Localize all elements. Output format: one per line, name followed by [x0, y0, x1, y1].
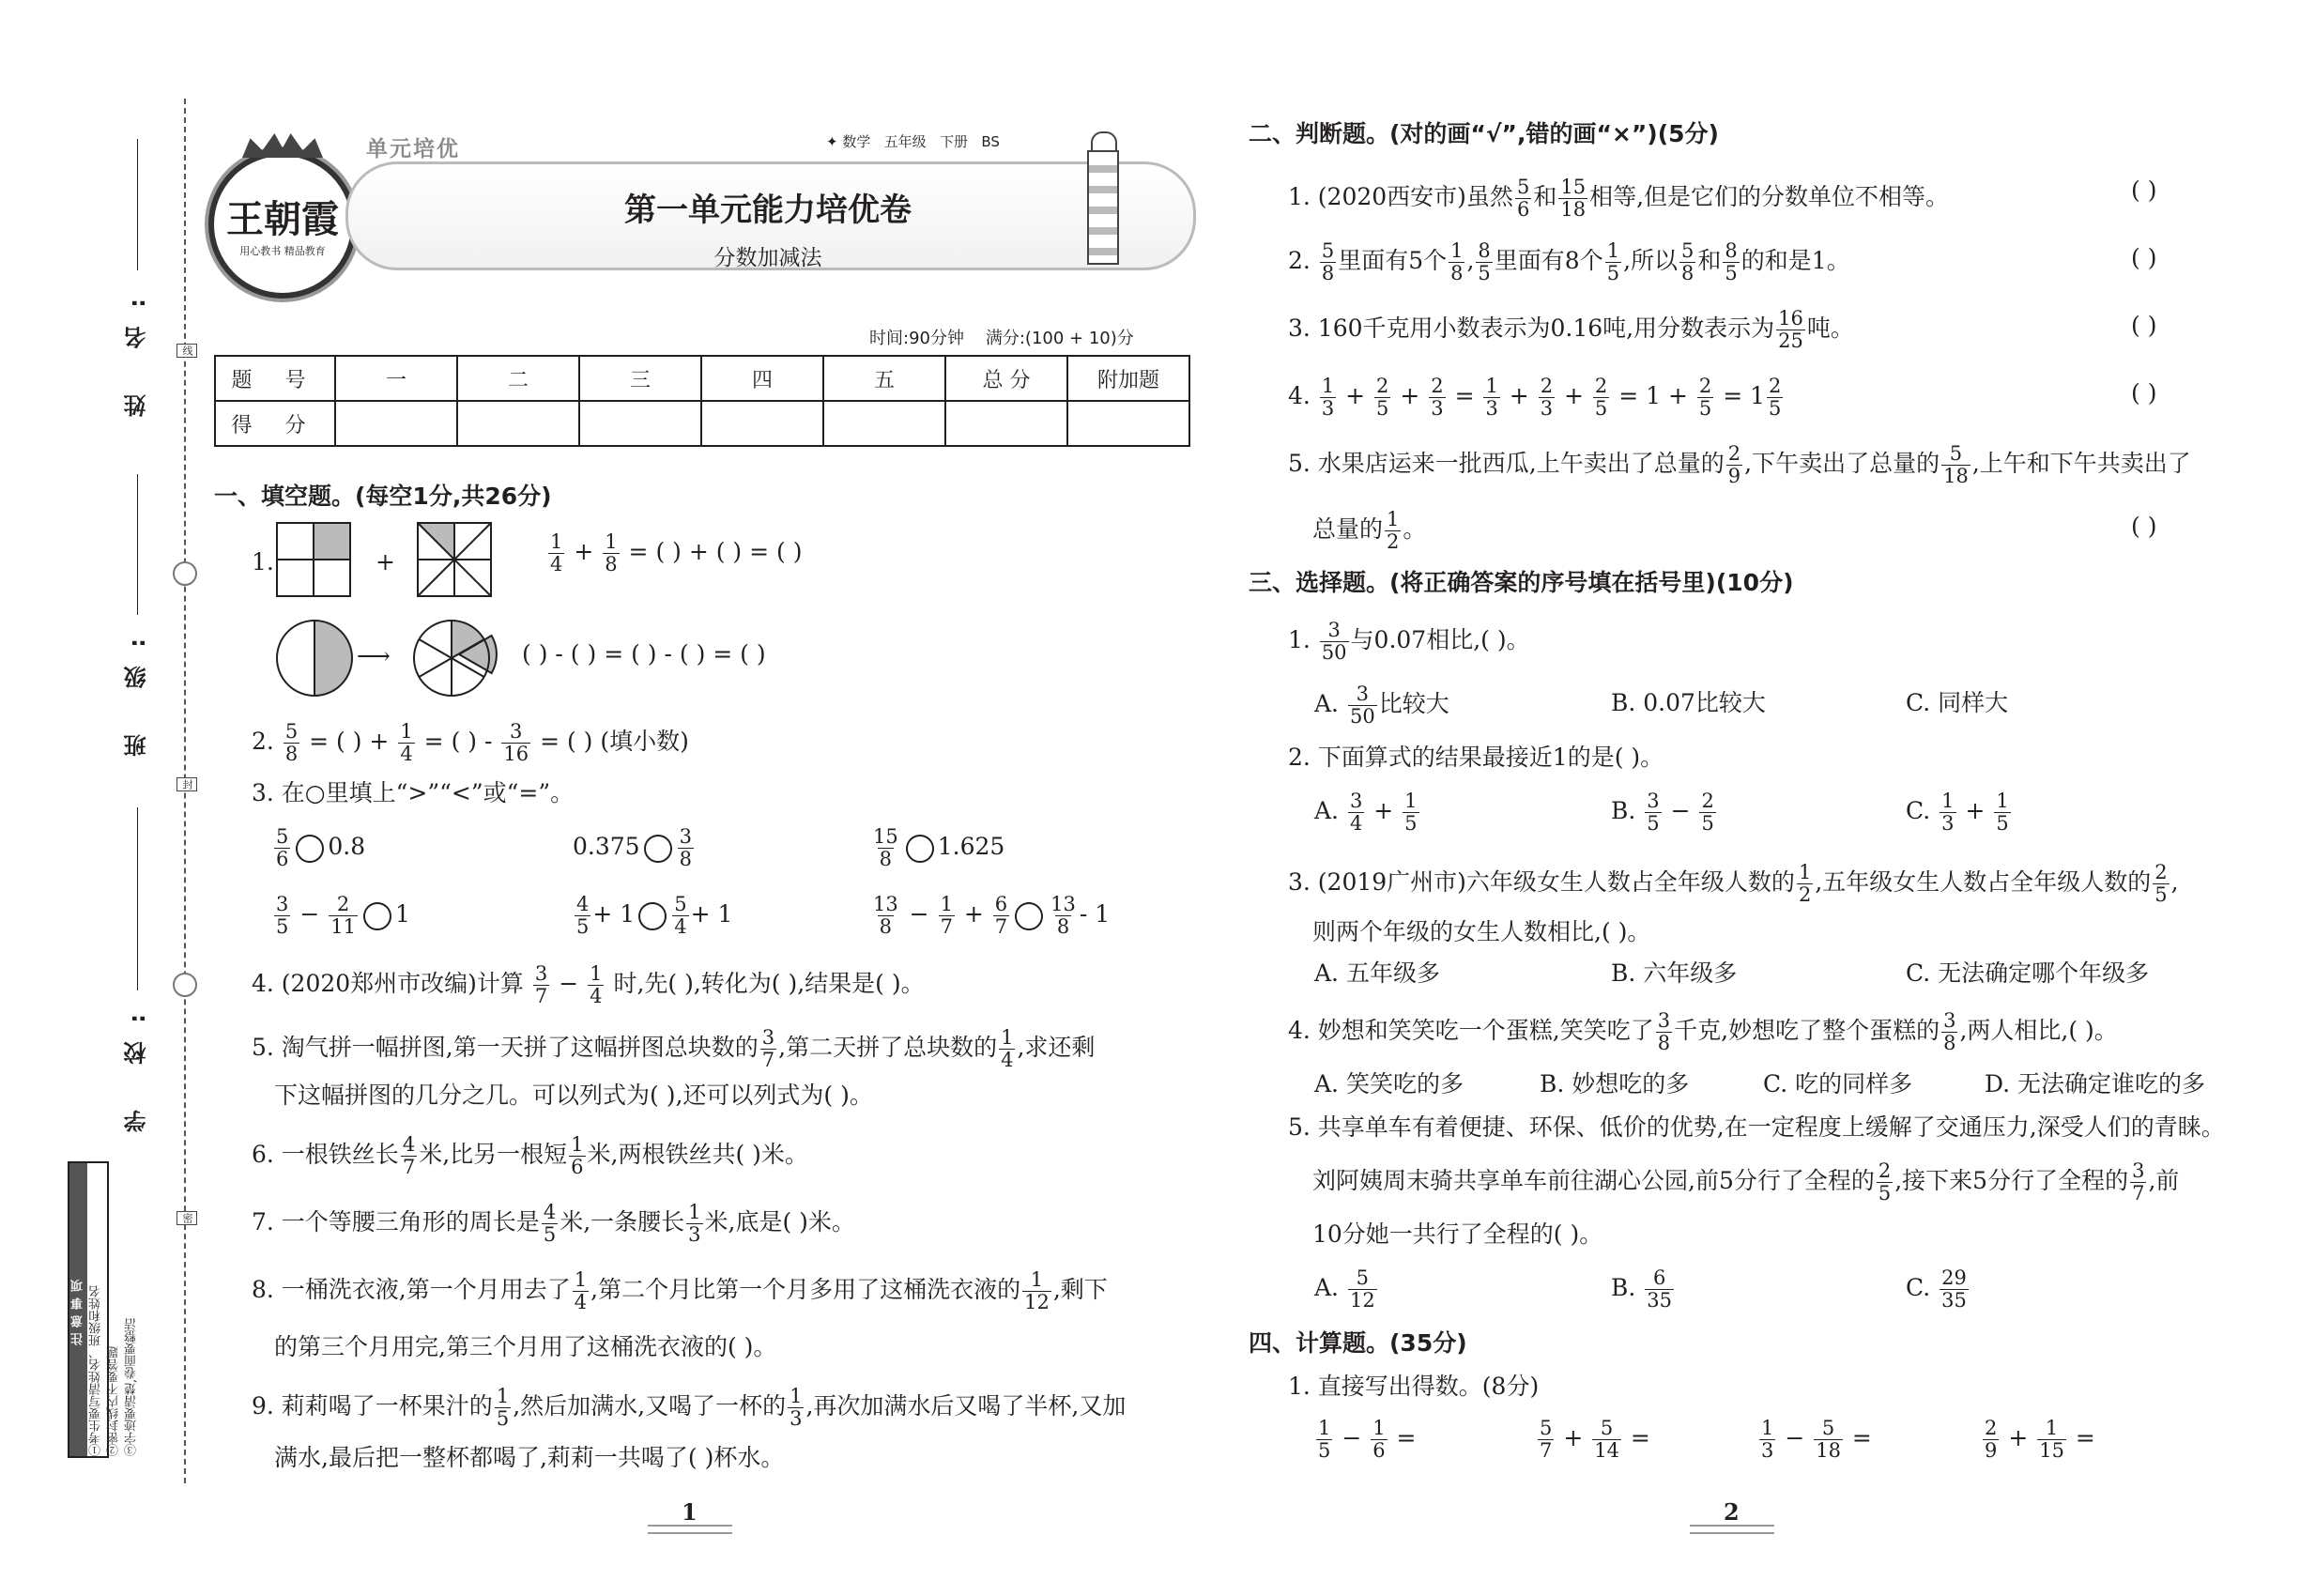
fraction: $\frac{3}{7}$: [761, 1026, 775, 1071]
score-cell[interactable]: [1067, 401, 1189, 446]
seal-mark: 封: [176, 777, 197, 791]
q9: [252, 1386, 1126, 1430]
q5-text: ,第二天拼了总块数的: [778, 1034, 998, 1061]
table-cell: 题 号: [215, 356, 335, 401]
j-text: ,所以: [1623, 247, 1679, 274]
q6-text: 6. 一根铁丝长: [252, 1141, 399, 1168]
fraction: $\frac{2}{5}$: [1701, 790, 1714, 835]
q7-answer[interactable]: 米,底是( )米。: [704, 1208, 855, 1235]
subject: 数学: [842, 133, 871, 150]
fraction: $\frac{1}{2}$: [1798, 861, 1812, 906]
fraction: $\frac{5}{4}$: [674, 893, 687, 938]
score-cell[interactable]: [945, 401, 1067, 446]
c-text: 千克,妙想吃了整个蛋糕的: [1674, 1017, 1940, 1044]
fraction: $\frac{1}{6}$: [1372, 1417, 1386, 1462]
compare-circle[interactable]: [1015, 902, 1043, 930]
q5-text: 5. 淘气拼一幅拼图,第一天拼了这幅拼图总块数的: [252, 1034, 759, 1061]
score-cell[interactable]: [823, 401, 945, 446]
q3-value: 0.8: [328, 833, 366, 860]
section-title: 一、填空题。(每空1分,共26分): [214, 483, 552, 510]
fraction: $\frac{1}{3}$: [1321, 375, 1335, 420]
brand-sub: 用心教书: [239, 245, 282, 257]
q4-text: 4. (2020郑州市改编)计算: [252, 970, 524, 997]
page-ornament: [648, 1525, 732, 1534]
j-text: 里面有8个: [1494, 247, 1603, 274]
option-a[interactable]: A. 笑笑吃的多: [1314, 1070, 1464, 1097]
j-text: 的和是1。: [1740, 247, 1850, 274]
score-table: [214, 355, 1190, 447]
table-cell: 三: [579, 356, 701, 401]
class-line[interactable]: [137, 474, 138, 615]
q2-part[interactable]: = ( ) +: [309, 728, 397, 755]
fraction: $\frac{1}{7}$: [940, 893, 953, 938]
compare-circle[interactable]: [644, 835, 672, 863]
q2-part[interactable]: = ( ) (填小数): [540, 728, 689, 755]
q2: [252, 721, 689, 765]
j4: 4. $\frac{1}{3}$ + $\frac{2}{5}$ + $\frac{2}{3}$ = $\frac{1}{3}$ + $\frac{2}{3}$ + $\frac{2}{5}$ = 1 + $\frac{2}{5}$ = 1 $\frac{2}{5}$: [1288, 375, 1782, 420]
fraction: $\frac{1}{5}$: [1318, 1417, 1331, 1462]
fraction: $\frac{1}{8}$: [605, 530, 618, 575]
fraction: $\frac{4}{7}$: [402, 1133, 416, 1178]
term: 下册: [940, 133, 969, 150]
fraction: $\frac{2}{3}$: [1431, 375, 1444, 420]
q1-answer-a[interactable]: = ( ) + ( ) = ( ): [628, 538, 803, 565]
notice-item: ③字迹要清楚,卷面要整洁: [125, 1317, 139, 1456]
meta-line: [826, 131, 1000, 151]
fraction: $\frac{2}{9}$: [1985, 1417, 1998, 1462]
j-text: 和: [1533, 183, 1557, 210]
c3: 3. (2019广州市)六年级女生人数占全年级人数的 $\frac{1}{2}$ ,五年级女生人数占全年级人数的 $\frac{2}{5}$ ,: [1288, 861, 2179, 906]
k1: 1. 直接写出得数。(8分): [1288, 1373, 1540, 1400]
section-title: 四、计算题。(35分): [1249, 1329, 1467, 1357]
option-c[interactable]: C. $\frac{29}{35}$: [1906, 1266, 1967, 1312]
q3-item: [573, 826, 696, 870]
table-cell: 五: [823, 356, 945, 401]
fraction: $\frac{2}{3}$: [1540, 375, 1554, 420]
fraction: $\frac{3}{4}$: [1349, 790, 1363, 835]
fraction: $\frac{5}{8}$: [284, 720, 299, 765]
q6: [252, 1134, 808, 1178]
fraction: $\frac{16}{25}$: [1778, 307, 1803, 352]
compare-circle[interactable]: [363, 902, 391, 930]
score-cell[interactable]: [579, 401, 701, 446]
q3-item: [573, 894, 732, 938]
fraction: $\frac{3}{8}$: [1657, 1009, 1671, 1054]
fraction: $\frac{6}{35}$: [1647, 1266, 1672, 1312]
q8: [252, 1269, 1108, 1313]
fraction: $\frac{1}{2}$: [1387, 508, 1400, 553]
fraction: $\frac{3}{50}$: [1349, 683, 1375, 728]
q4-answer[interactable]: 时,先( ),转化为( ),结果是( )。: [613, 970, 925, 997]
plus-sign: +: [376, 548, 395, 575]
q7-text: 7. 一个等腰三角形的周长是: [252, 1208, 540, 1235]
q3-value: - 1: [1079, 900, 1111, 928]
fraction: $\frac{3}{50}$: [1321, 619, 1347, 664]
swirl-icon: [173, 561, 197, 586]
j3: [1288, 308, 1854, 352]
square-fraction-figure: [276, 522, 351, 597]
j-text: 里面有5个: [1338, 247, 1448, 274]
q8-text: 8. 一桶洗衣液,第一个月用去了: [252, 1276, 571, 1303]
table-row: [215, 401, 1189, 446]
full-score: 满分:(100 + 10)分: [985, 329, 1134, 348]
q3-item: [272, 826, 365, 870]
q3-value: 1.625: [937, 833, 1005, 860]
fraction: $\frac{1}{4}$: [590, 962, 603, 1007]
q5-answer[interactable]: 下这幅拼图的几分之几。可以列式为( ),还可以列式为( )。: [274, 1082, 873, 1109]
fraction: $\frac{1}{5}$: [1996, 790, 2009, 835]
compare-circle[interactable]: [906, 835, 934, 863]
q2-number: 2.: [252, 728, 274, 755]
q1-expr-a: $\frac{1}{4}$ + $\frac{1}{8}$ = ( ) + ( ) = ( ): [550, 530, 803, 575]
j-text: 1. (2020西安市)虽然: [1288, 183, 1513, 210]
compare-circle[interactable]: [638, 902, 667, 930]
c1: 1. $\frac{3}{50}$ 与0.07相比,( )。: [1288, 619, 1530, 664]
c-text[interactable]: 与0.07相比,( )。: [1350, 626, 1530, 653]
q7-text: 米,一条腰长: [560, 1208, 685, 1235]
fraction: $\frac{1}{3}$: [790, 1385, 803, 1430]
table-row: [215, 356, 1189, 401]
fraction: $\frac{5}{6}$: [1516, 176, 1530, 221]
option-text: 比较大: [1378, 690, 1449, 717]
q9-text: ,然后加满水,又喝了一杯的: [513, 1392, 787, 1420]
option-b[interactable]: B. 0.07比较大: [1611, 689, 1766, 716]
option-c[interactable]: C. 吃的同样多: [1763, 1070, 1913, 1097]
option-c[interactable]: C. 同样大: [1906, 689, 2009, 716]
fraction: $\frac{1}{3}$: [1485, 375, 1498, 420]
fraction: $\frac{3}{16}$: [503, 720, 529, 765]
fraction: $\frac{1}{4}$: [550, 530, 563, 575]
section-title: 二、判断题。(对的画“√”,错的画“×”)(5分): [1249, 120, 1719, 147]
fraction: $\frac{5}{12}$: [1349, 1266, 1375, 1312]
score-cell[interactable]: [335, 401, 457, 446]
j-text: 相等,但是它们的分数单位不相等。: [1589, 183, 1950, 210]
brand-name: 王朝霞: [226, 197, 339, 241]
fraction: $\frac{1}{3}$: [1761, 1417, 1774, 1462]
j-text: 和: [1697, 247, 1722, 274]
fraction: $\frac{3}{5}$: [276, 893, 289, 938]
q8-text: ,剩下: [1052, 1276, 1108, 1303]
option-b[interactable]: B. 妙想吃的多: [1540, 1070, 1690, 1097]
fraction: $\frac{2}{5}$: [1769, 375, 1782, 420]
fraction: $\frac{8}{5}$: [1478, 239, 1491, 284]
fraction: $\frac{2}{5}$: [1878, 1159, 1892, 1205]
j-text: 3. 160千克用小数表示为0.16吨,用分数表示为: [1288, 315, 1775, 342]
fraction: $\frac{1}{8}$: [1450, 239, 1464, 284]
section-title: 三、选择题。(将正确答案的序号填在括号里)(10分): [1249, 569, 1794, 596]
fraction: $\frac{8}{5}$: [1725, 239, 1738, 284]
fraction: $\frac{5}{14}$: [1594, 1417, 1619, 1462]
c2: 2. 下面算式的结果最接近1的是( )。: [1288, 744, 1664, 771]
option-b[interactable]: B. $\frac{6}{35}$: [1611, 1266, 1672, 1312]
brand-logo: [208, 150, 357, 299]
square-eighths-figure: [417, 522, 492, 597]
score-cell[interactable]: [701, 401, 823, 446]
notice-item: ①考生要写清姓名、班级和姓名: [89, 1285, 103, 1456]
seal-mark: 密: [176, 1211, 197, 1225]
fraction: $\frac{5}{18}$: [1816, 1417, 1841, 1462]
option-c[interactable]: C. 无法确定哪个年级多: [1906, 959, 2150, 987]
time-limit: 时间:90分钟: [869, 329, 964, 348]
j5: [1288, 443, 2191, 487]
fraction: $\frac{13}{8}$: [1050, 893, 1076, 938]
notice-box: [68, 1161, 139, 1458]
j2: 2. $\frac{5}{8}$ 里面有5个 $\frac{1}{8}$ , $\frac{8}{5}$ 里面有8个 $\frac{1}{5}$ ,所以 $\frac{5}{8}$ 和 $\frac{8}{5}$ 的和是1。: [1288, 239, 1850, 284]
option-a[interactable]: A. $\frac{3}{50}$ 比较大: [1314, 683, 1449, 728]
option-a[interactable]: A. $\frac{5}{12}$: [1314, 1266, 1375, 1312]
fraction: $\frac{3}{7}$: [2132, 1159, 2145, 1205]
c-text: ,五年级女生人数占全年级人数的: [1815, 868, 2152, 896]
star-icon: ✦: [826, 133, 843, 150]
calc-item[interactable]: $\frac{5}{7}$ + $\frac{5}{14}$ =: [1540, 1417, 1650, 1462]
j-text: 5. 水果店运来一批西瓜,上午卖出了总量的: [1288, 450, 1725, 477]
fraction: $\frac{5}{6}$: [276, 825, 289, 870]
arrow-icon: ⟶: [357, 642, 391, 669]
name-line[interactable]: [137, 139, 138, 270]
fraction: $\frac{3}{8}$: [679, 825, 692, 870]
circle-half-figure: [276, 620, 353, 697]
series-label: 单元培优: [366, 137, 460, 161]
q5: [252, 1027, 1095, 1071]
score-cell[interactable]: [457, 401, 579, 446]
c5-cont: [1312, 1160, 2179, 1205]
calc-item[interactable]: $\frac{2}{9}$ + $\frac{1}{15}$ =: [1985, 1417, 2095, 1462]
q6-answer[interactable]: 米,两根铁丝共( )米。: [587, 1141, 808, 1168]
notice-title: 注意事项: [69, 1163, 87, 1456]
c-text: ,接下来5分行了全程的: [1894, 1167, 2129, 1194]
q3-value: 0.375: [573, 833, 640, 860]
grade: 五年级: [883, 133, 927, 150]
calc-item[interactable]: $\frac{1}{3}$ − $\frac{5}{18}$ =: [1761, 1417, 1872, 1462]
table-cell: 一: [335, 356, 457, 401]
fraction: $\frac{2}{9}$: [1727, 442, 1741, 487]
q8-text: ,第二个月比第一个月多用了这桶洗衣液的: [590, 1276, 1021, 1303]
fraction: $\frac{1}{5}$: [1606, 239, 1620, 284]
c3-cont: 则两个年级的女生人数相比,( )。: [1312, 918, 1651, 945]
q3-item: [869, 826, 1004, 870]
fraction: $\frac{1}{5}$: [496, 1385, 510, 1430]
q4: 4. (2020郑州市改编)计算 $\frac{3}{7}$ − $\frac{1}{4}$ 时,先( ),转化为( ),结果是( )。: [252, 962, 925, 1007]
lighthouse-icon: [1085, 131, 1119, 263]
brand-sub: 精品教育: [284, 245, 326, 257]
option-a[interactable]: A. $\frac{3}{4}$ + $\frac{1}{5}$: [1314, 790, 1418, 835]
page-number: 2: [1724, 1498, 1740, 1526]
fraction: $\frac{15}{18}$: [1560, 176, 1587, 221]
fraction: $\frac{1}{4}$: [400, 720, 413, 765]
swirl-icon: [173, 973, 197, 997]
answer-paren[interactable]: ( ): [2131, 244, 2157, 271]
fraction: $\frac{2}{11}$: [330, 893, 356, 938]
fraction: $\frac{2}{5}$: [2154, 861, 2168, 906]
table-cell: 附加题: [1067, 356, 1189, 401]
table-cell: 得 分: [215, 401, 335, 446]
paper-title: 第一单元能力培优卷: [624, 192, 912, 229]
j5-cont: 总量的 $\frac{1}{2}$ 。: [1312, 508, 1427, 553]
fraction: $\frac{6}{7}$: [994, 893, 1008, 938]
option-b[interactable]: B. $\frac{3}{5}$ − $\frac{2}{5}$: [1611, 790, 1714, 835]
j-text: 吨。: [1806, 315, 1854, 342]
calc-item[interactable]: $\frac{1}{5}$ − $\frac{1}{6}$ =: [1318, 1417, 1417, 1462]
fraction: $\frac{13}{8}$: [873, 893, 898, 938]
j-text: 总量的: [1312, 515, 1384, 543]
paper-subtitle: 分数加减法: [713, 246, 822, 270]
fraction: $\frac{1}{3}$: [1941, 790, 1955, 835]
fraction: $\frac{4}{5}$: [576, 893, 590, 938]
q3-item: $\frac{3}{5}$ − $\frac{2}{11}$ 1: [276, 893, 410, 938]
fraction: $\frac{5}{8}$: [1321, 239, 1335, 284]
q3-value: + 1: [592, 900, 636, 928]
fraction: $\frac{5}{18}$: [1943, 442, 1969, 487]
fraction: $\frac{2}{5}$: [1698, 375, 1712, 420]
fraction: $\frac{1}{6}$: [571, 1133, 584, 1178]
fraction: $\frac{5}{7}$: [1540, 1417, 1553, 1462]
q3-item: $\frac{13}{8}$ − $\frac{1}{7}$ + $\frac{6}{7}$ $\frac{13}{8}$ - 1: [873, 893, 1111, 938]
q8-answer[interactable]: 的第三个月用完,第三个月用了这桶洗衣液的( )。: [274, 1333, 777, 1360]
page-ornament: [1690, 1525, 1774, 1534]
fraction: $\frac{2}{5}$: [1376, 375, 1389, 420]
q9-answer[interactable]: 满水,最后把一整杯都喝了,莉莉一共喝了( )杯水。: [274, 1444, 785, 1471]
c-text: 3. (2019广州市)六年级女生人数占全年级人数的: [1288, 868, 1795, 896]
table-cell: 总 分: [945, 356, 1067, 401]
answer-paren[interactable]: ( ): [2131, 379, 2157, 407]
fraction: $\frac{5}{8}$: [1681, 239, 1694, 284]
q1-answer-b[interactable]: ( ) - ( ) = ( ) - ( ) = ( ): [522, 640, 766, 668]
option-b[interactable]: B. 六年级多: [1611, 959, 1738, 987]
option-a[interactable]: A. 五年级多: [1314, 959, 1440, 987]
fraction: $\frac{1}{12}$: [1024, 1268, 1050, 1313]
school-line[interactable]: [137, 807, 138, 990]
c5-cont[interactable]: 10分她一共行了全程的( )。: [1312, 1220, 1603, 1248]
c-text: 刘阿姨周末骑共享单车前往湖心公园,前5分行了全程的: [1312, 1167, 1875, 1194]
q5-text: ,求还剩: [1017, 1034, 1096, 1061]
fraction: $\frac{1}{15}$: [2039, 1417, 2064, 1462]
q3-value: + 1: [690, 900, 733, 928]
option-c[interactable]: C. $\frac{1}{3}$ + $\frac{1}{5}$: [1906, 790, 2009, 835]
seal-mark: 线: [176, 344, 197, 358]
fraction: $\frac{1}{3}$: [688, 1201, 701, 1246]
fraction: $\frac{29}{35}$: [1941, 1266, 1967, 1312]
j-text: ,下午卖出了总量的: [1744, 450, 1940, 477]
q2-part[interactable]: = ( ) -: [423, 728, 500, 755]
crown-icon: [242, 133, 323, 158]
q3-value: 1: [394, 900, 410, 928]
answer-paren[interactable]: ( ): [2131, 176, 2157, 204]
q9-text: ,再次加满水后又喝了半杯,又加: [805, 1392, 1127, 1420]
fraction: $\frac{1}{5}$: [1404, 790, 1418, 835]
q6-text: 米,比另一根短: [419, 1141, 568, 1168]
fraction: $\frac{15}{8}$: [873, 825, 898, 870]
class-label: 班 级:: [124, 620, 150, 757]
j-text: ,上午和下午共卖出了: [1971, 450, 2191, 477]
page-number: 1: [682, 1498, 698, 1526]
time-info: [869, 325, 1134, 349]
c5: 5. 共享单车有着便捷、环保、低价的优势,在一定程度上缓解了交通压力,深受人们的青睐。: [1288, 1113, 2225, 1141]
q3-stem: 3. 在○里填上“>”“<”或“=”。: [252, 779, 575, 806]
answer-paren[interactable]: ( ): [2131, 312, 2157, 339]
q7: [252, 1202, 855, 1246]
option-d[interactable]: D. 无法确定谁吃的多: [1985, 1070, 2206, 1097]
fraction: $\frac{4}{5}$: [543, 1201, 557, 1246]
notice-item: ②密封线内不要答题: [107, 1346, 121, 1456]
fraction: $\frac{3}{8}$: [1943, 1009, 1956, 1054]
q9-text: 9. 莉莉喝了一杯果汁的: [252, 1392, 493, 1420]
name-label: 姓 名:: [124, 280, 150, 417]
circle-sixths-figure: [413, 616, 498, 700]
fraction: $\frac{3}{7}$: [534, 962, 548, 1007]
fraction: $\frac{1}{4}$: [1001, 1026, 1014, 1071]
c-text: ,前: [2148, 1167, 2180, 1194]
edition: BS: [981, 133, 1000, 150]
table-cell: 二: [457, 356, 579, 401]
fraction: $\frac{3}{5}$: [1647, 790, 1660, 835]
fraction: $\frac{2}{5}$: [1594, 375, 1608, 420]
table-cell: 四: [701, 356, 823, 401]
q1-number: 1.: [252, 548, 274, 575]
answer-paren[interactable]: ( ): [2131, 513, 2157, 540]
compare-circle[interactable]: [296, 835, 324, 863]
j1: [1288, 176, 1949, 221]
c4: [1288, 1010, 2118, 1054]
fraction: $\frac{1}{4}$: [574, 1268, 588, 1313]
c-text[interactable]: ,两人相比,( )。: [1959, 1017, 2118, 1044]
c-text: 4. 妙想和笑笑吃一个蛋糕,笑笑吃了: [1288, 1017, 1654, 1044]
school-label: 学 校:: [124, 995, 150, 1132]
